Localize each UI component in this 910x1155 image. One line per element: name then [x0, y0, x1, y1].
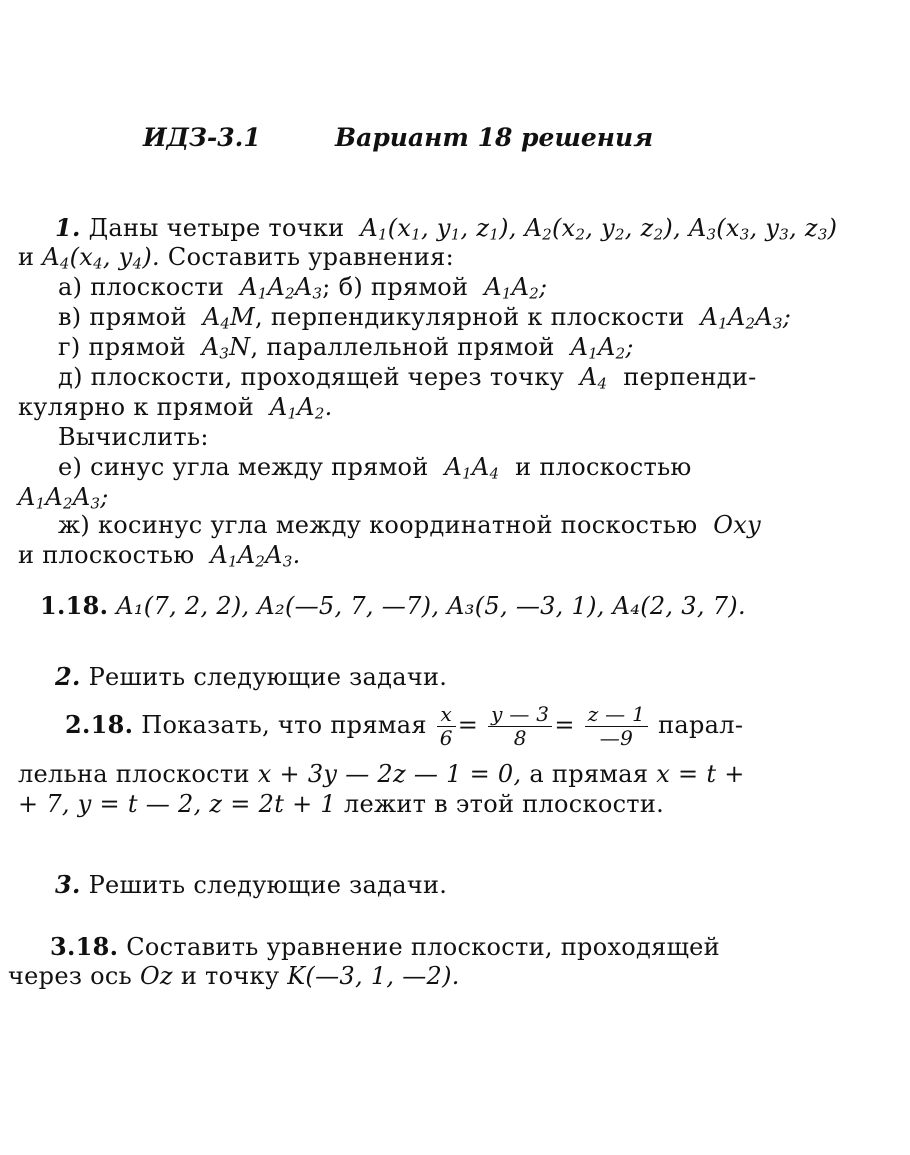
task2-heading-number: 2.: [55, 662, 81, 691]
task1-item-v: в) прямой $A_4M$, перпендикулярной к плоскости $A_1A_2A_3$;: [58, 303, 792, 333]
frac3-den: —9: [599, 726, 634, 750]
item-zh-text: ж) косинус угла между координатной поскостью: [58, 511, 698, 539]
task3-line2: [8, 962, 460, 990]
fraction-1: [437, 703, 456, 750]
item-e-text: е) синус угла между прямой: [58, 453, 429, 481]
task2-variant-number: 2.18.: [65, 710, 134, 739]
task1-intro-line: 1. Даны четыре точки $A_1(x_1$, $y_1$, $z_1$), $A_2(x_2$, $y_2$, $z_2$), $A_3(x_3$, $y_3$, $z_3$): [55, 213, 838, 244]
task1-number: 1.: [55, 213, 81, 242]
task1-item-a: а) плоскости $A_1A_2A_3$; б) прямой $A_1A_2$;: [58, 273, 548, 303]
task3-line1: [50, 932, 720, 961]
task3-text1: Составить уравнение плоскости, проходящей: [126, 933, 720, 961]
fraction-2: [488, 703, 552, 750]
item-d-text: д) плоскости, проходящей через точку: [58, 363, 565, 391]
item-b-text: ; б) прямой: [322, 273, 469, 301]
task2-text3: лельна плоскости: [18, 760, 250, 788]
task3-text2: через ось: [8, 962, 133, 990]
task2-text5: лежит в этой плоскости.: [343, 790, 665, 818]
task3-heading-text: Решить следующие задачи.: [88, 871, 448, 899]
task3-heading-number: 3.: [55, 870, 81, 899]
task1-compose: Составить уравнения:: [167, 243, 454, 271]
fraction-3: [585, 703, 648, 750]
task3-axis: Oz: [139, 962, 173, 990]
variant-title: Вариант 18 решения: [335, 123, 654, 152]
task1-variant-number: 1.18.: [40, 591, 109, 620]
task1-variant-line: [40, 591, 746, 620]
frac3-num: z — 1: [585, 703, 648, 727]
task1-calc: Вычислить:: [58, 423, 209, 451]
task1-item-g: г) прямой $A_3N$, параллельной прямой $A_1A_2$;: [58, 333, 634, 363]
frac2-den: 8: [513, 726, 527, 750]
task2-text4: а прямая: [529, 760, 649, 788]
frac2-num: y — 3: [488, 703, 552, 727]
task3-heading: [55, 870, 447, 899]
task1-item-e-cont: $A_1A_2A_3$;: [18, 483, 109, 513]
task1-item-d-cont: кулярно к прямой $A_1A_2$.: [18, 393, 333, 423]
task3-variant-number: 3.18.: [50, 932, 119, 961]
item-zh2-text: и плоскостью: [18, 541, 195, 569]
task1-item-zh: ж) косинус угла между координатной поскостью Oxy: [58, 511, 761, 539]
item-a-text: а) плоскости: [58, 273, 225, 301]
task1-item-e: е) синус угла между прямой $A_1A_4$ и плоскостью: [58, 453, 692, 483]
task2-heading: [55, 662, 447, 691]
idz-code: ИДЗ-3.1: [143, 123, 261, 152]
item-e2-text: и плоскостью: [515, 453, 692, 481]
task1-line2: и $A_4(x_4$, $y_4$). Составить уравнения:: [18, 243, 454, 273]
task3-point: K(—3, 1, —2).: [287, 962, 460, 990]
task2-line2: [18, 760, 745, 788]
task2-line-eq1: x = t +: [656, 760, 745, 788]
task2-line-eq2: + 7, y = t — 2, z = 2t + 1: [18, 790, 336, 818]
item-g-text: г) прямой: [58, 333, 186, 361]
task2-line1: 2.18. Показать, что прямая $\frac{x}{6}$ = $\frac{y — 3}{8}$ = $\frac{z — 1}{—9}$ парал-: [65, 702, 744, 750]
item-v-text: в) прямой: [58, 303, 187, 331]
item-d2-text: перпенди-: [623, 363, 757, 391]
task1-intro: Даны четыре точки: [88, 214, 345, 242]
item-g2-text: , параллельной прямой: [250, 333, 555, 361]
task3-text3: и точку: [180, 962, 280, 990]
task2-heading-text: Решить следующие задачи.: [88, 663, 448, 691]
task2-plane-eq: x + 3y — 2z — 1 = 0,: [257, 760, 522, 788]
item-v2-text: , перпендикулярной к плоскости: [254, 303, 685, 331]
task2-text1: Показать, что прямая: [141, 711, 427, 739]
frac1-den: 6: [439, 726, 453, 750]
frac1-num: x: [437, 703, 456, 727]
task1-points: A₁(7, 2, 2), A₂(—5, 7, —7), A₃(5, —3, 1), A₄(2, 3, 7).: [116, 592, 746, 620]
task2-line3: [18, 790, 664, 818]
item-d3-text: кулярно к прямой: [18, 393, 254, 421]
task2-text2: парал-: [658, 711, 744, 739]
task1-item-zh-cont: и плоскостью $A_1A_2A_3$.: [18, 541, 301, 571]
task1-item-d: д) плоскости, проходящей через точку $A_4$ перпенди-: [58, 363, 757, 393]
